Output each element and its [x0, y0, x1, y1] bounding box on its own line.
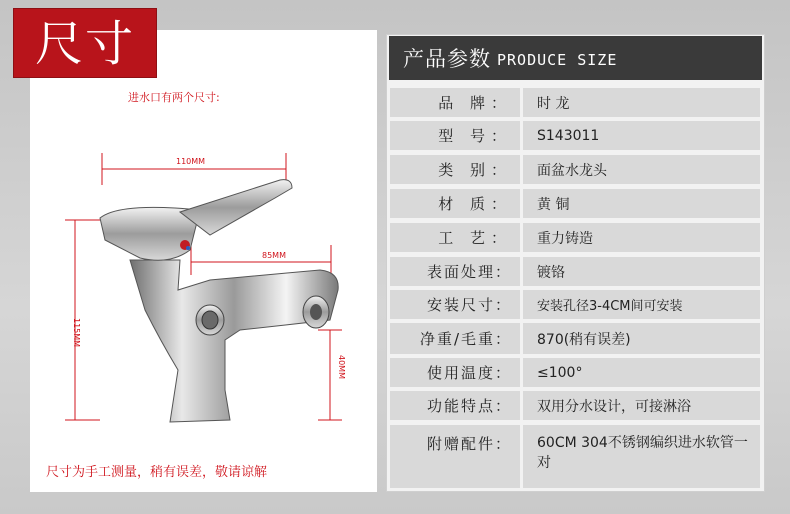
spec-value: 870(稍有误差) — [523, 323, 760, 354]
spec-header-zh: 产品参数 — [403, 47, 491, 71]
spec-row-weight — [390, 323, 760, 354]
spec-row-material — [390, 189, 760, 218]
spec-row-temperature — [390, 358, 760, 387]
spec-header — [389, 36, 762, 80]
spec-value: 安装孔径3-4CM间可安装 — [523, 290, 760, 319]
spec-label: 类 别： — [390, 155, 520, 184]
spec-value: 时 龙 — [523, 88, 760, 117]
spec-label: 净重/毛重： — [390, 323, 520, 354]
spec-row-process — [390, 223, 760, 252]
spec-label: 品 牌： — [390, 88, 520, 117]
spec-header-en: PRODUCE SIZE — [497, 51, 618, 69]
spec-row-install — [390, 290, 760, 319]
inlet-caption: 进水口有两个尺寸: — [128, 91, 220, 104]
spec-label: 表面处理： — [390, 257, 520, 286]
spec-row-surface — [390, 257, 760, 286]
dim-width-spout: 85MM — [262, 251, 286, 260]
dim-height-spout: 40MM — [337, 355, 346, 379]
spec-label: 附赠配件： — [390, 425, 520, 488]
spec-value: 黄 铜 — [523, 189, 760, 218]
spec-row-category — [390, 155, 760, 184]
faucet-drawing — [60, 140, 360, 440]
measurement-note: 尺寸为手工测量，稍有误差，敬请谅解 — [46, 465, 268, 480]
spec-value: 镀铬 — [523, 257, 760, 286]
spec-row-brand — [390, 88, 760, 117]
spec-label: 功能特点： — [390, 391, 520, 420]
spec-value: 60CM 304不锈钢编织进水软管一对 — [523, 425, 760, 488]
spec-row-model — [390, 121, 760, 150]
dim-width-total: 110MM — [176, 157, 206, 166]
spec-value: ≤100° — [523, 358, 760, 387]
spec-label: 材 质： — [390, 189, 520, 218]
spec-value: S143011 — [523, 121, 760, 150]
spec-label: 使用温度： — [390, 358, 520, 387]
spec-label: 安装尺寸： — [390, 290, 520, 319]
spec-value: 面盆水龙头 — [523, 155, 760, 184]
spec-row-features — [390, 391, 760, 420]
dim-height-total: 115MM — [72, 318, 81, 348]
spec-value: 双用分水设计，可接淋浴 — [523, 391, 760, 420]
spec-label: 工 艺： — [390, 223, 520, 252]
spec-value: 重力铸造 — [523, 223, 760, 252]
page-title: 尺寸 — [13, 8, 157, 78]
spec-label: 型 号： — [390, 121, 520, 150]
spec-row-accessories — [390, 425, 760, 488]
